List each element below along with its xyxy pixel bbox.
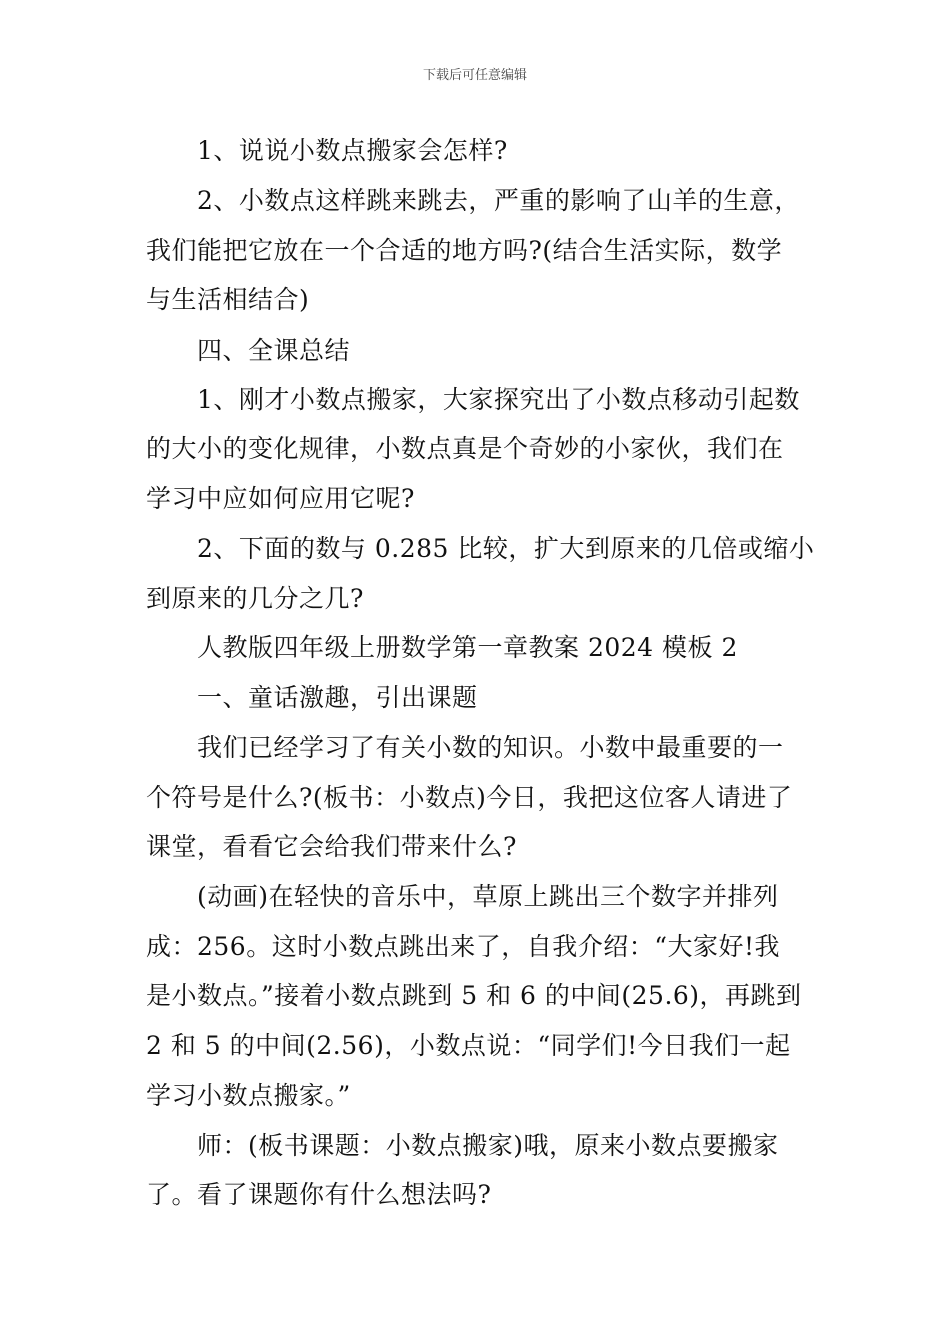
paragraph-line: 与生活相结合) bbox=[146, 285, 310, 314]
paragraph-line: 学习小数点搬家。” bbox=[146, 1081, 351, 1110]
paragraph-line: 2、小数点这样跳来跳去，严重的影响了山羊的生意， bbox=[197, 186, 800, 215]
document-title: 人教版四年级上册数学第一章教案 2024 模板 2 bbox=[197, 633, 738, 662]
paragraph-line: 课堂，看看它会给我们带来什么? bbox=[146, 832, 517, 861]
paragraph-line: 的大小的变化规律，小数点真是个奇妙的小家伙，我们在 bbox=[146, 434, 784, 463]
paragraph-line: 到原来的几分之几? bbox=[146, 584, 364, 613]
paragraph-line: 我们已经学习了有关小数的知识。小数中最重要的一 bbox=[197, 733, 784, 762]
section-heading: 一、童话激趣，引出课题 bbox=[197, 683, 478, 712]
paragraph-line: 是小数点。”接着小数点跳到 5 和 6 的中间(25.6)，再跳到 bbox=[146, 981, 802, 1010]
paragraph-line: 1、说说小数点搬家会怎样? bbox=[197, 136, 508, 165]
paragraph-line: 成：256。这时小数点跳出来了，自我介绍：“大家好!我 bbox=[146, 932, 781, 961]
paragraph-line: 学习中应如何应用它呢? bbox=[146, 484, 415, 513]
paragraph-line: 了。看了课题你有什么想法吗? bbox=[146, 1180, 492, 1209]
paragraph-line: 个符号是什么?(板书：小数点)今日，我把这位客人请进了 bbox=[146, 783, 793, 812]
section-heading: 四、全课总结 bbox=[197, 336, 351, 365]
paragraph-line: 我们能把它放在一个合适的地方吗?(结合生活实际，数学 bbox=[146, 236, 783, 265]
paragraph-line: 2 和 5 的中间(2.56)，小数点说：“同学们!今日我们一起 bbox=[146, 1031, 791, 1060]
page-header: 下载后可任意编辑 bbox=[422, 68, 527, 83]
paragraph-line: 师：(板书课题：小数点搬家)哦，原来小数点要搬家 bbox=[197, 1131, 779, 1160]
paragraph-line: 2、下面的数与 0.285 比较，扩大到原来的几倍或缩小 bbox=[197, 534, 815, 563]
paragraph-line: (动画)在轻快的音乐中，草原上跳出三个数字并排列 bbox=[197, 882, 779, 911]
paragraph-line: 1、刚才小数点搬家，大家探究出了小数点移动引起数 bbox=[197, 385, 800, 414]
